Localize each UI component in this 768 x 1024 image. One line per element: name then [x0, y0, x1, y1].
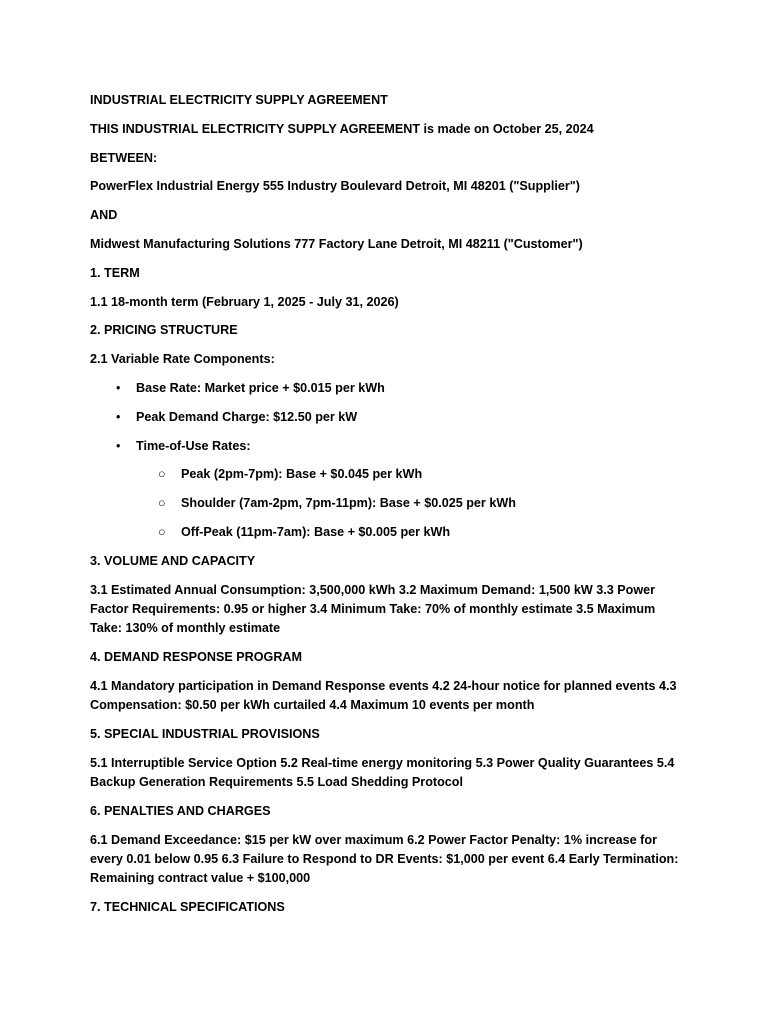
section-heading-volume: 3. VOLUME AND CAPACITY	[90, 553, 256, 568]
and-label: AND	[90, 208, 118, 223]
term-clause: 1.1 18-month term (February 1, 2025 - July 31, 2026)	[90, 294, 399, 309]
section-heading-term: 1. TERM	[90, 265, 140, 280]
list-item	[136, 523, 690, 542]
bullet-icon: •	[116, 380, 121, 395]
section-heading-demand-response: 4. DEMAND RESPONSE PROGRAM	[90, 649, 303, 664]
base-rate-text: Base Rate: Market price + $0.015 per kWh	[136, 380, 385, 395]
intro-paragraph: THIS INDUSTRIAL ELECTRICITY SUPPLY AGREEMENT is made on October 25, 2024	[90, 121, 594, 136]
supplier-party: PowerFlex Industrial Energy 555 Industry Boulevard Detroit, MI 48201 ("Supplier")	[90, 179, 580, 194]
circle-bullet-icon: ○	[158, 496, 166, 511]
list-item	[136, 494, 690, 513]
pricing-subheading: 2.1 Variable Rate Components:	[90, 352, 275, 367]
tou-peak-text: Peak (2pm-7pm): Base + $0.045 per kWh	[181, 467, 423, 482]
tou-sub-list	[136, 465, 690, 542]
bullet-icon: •	[116, 409, 121, 424]
list-item	[90, 379, 690, 398]
pricing-bullet-list	[90, 379, 690, 542]
section-heading-penalties: 6. PENALTIES AND CHARGES	[90, 803, 271, 818]
list-item	[90, 408, 690, 427]
between-label: BETWEEN:	[90, 150, 158, 165]
circle-bullet-icon: ○	[158, 524, 166, 539]
customer-party: Midwest Manufacturing Solutions 777 Factory Lane Detroit, MI 48211 ("Customer")	[90, 236, 583, 251]
tou-off-peak-text: Off-Peak (11pm-7am): Base + $0.005 per kWh	[181, 524, 451, 539]
agreement-document	[90, 91, 690, 927]
tou-shoulder-text: Shoulder (7am-2pm, 7pm-11pm): Base + $0.025 per kWh	[181, 496, 516, 511]
section-heading-pricing: 2. PRICING STRUCTURE	[90, 323, 238, 338]
volume-clauses: 3.1 Estimated Annual Consumption: 3,500,000 kWh 3.2 Maximum Demand: 1,500 kW 3.3 Power Factor Requirements: 0.95 or higher 3.4 Minimum Take: 70% of monthly estimate 3.5 Maximum Take: 130% of monthly estimate	[90, 582, 656, 636]
special-provisions-clauses: 5.1 Interruptible Service Option 5.2 Real-time energy monitoring 5.3 Power Quality Guarantees 5.4 Backup Generation Requirements 5.5 Load Shedding Protocol	[90, 755, 675, 789]
penalties-clauses: 6.1 Demand Exceedance: $15 per kW over maximum 6.2 Power Factor Penalty: 1% increase for every 0.01 below 0.95 6.3 Failure to Respond to DR Events: $1,000 per event 6.4 Early Termination: Remaining contract value + $100,000	[90, 832, 679, 886]
document-title: INDUSTRIAL ELECTRICITY SUPPLY AGREEMENT	[90, 93, 388, 107]
section-heading-special: 5. SPECIAL INDUSTRIAL PROVISIONS	[90, 726, 320, 741]
circle-bullet-icon: ○	[158, 467, 166, 482]
list-item	[90, 437, 690, 543]
peak-demand-text: Peak Demand Charge: $12.50 per kW	[136, 409, 358, 424]
tou-rates-text: Time-of-Use Rates:	[136, 438, 251, 453]
bullet-icon: •	[116, 438, 121, 453]
section-heading-technical: 7. TECHNICAL SPECIFICATIONS	[90, 899, 285, 914]
list-item	[136, 465, 690, 484]
demand-response-clauses: 4.1 Mandatory participation in Demand Response events 4.2 24-hour notice for planned events 4.3 Compensation: $0.50 per kWh curtailed 4.4 Maximum 10 events per month	[90, 678, 677, 713]
